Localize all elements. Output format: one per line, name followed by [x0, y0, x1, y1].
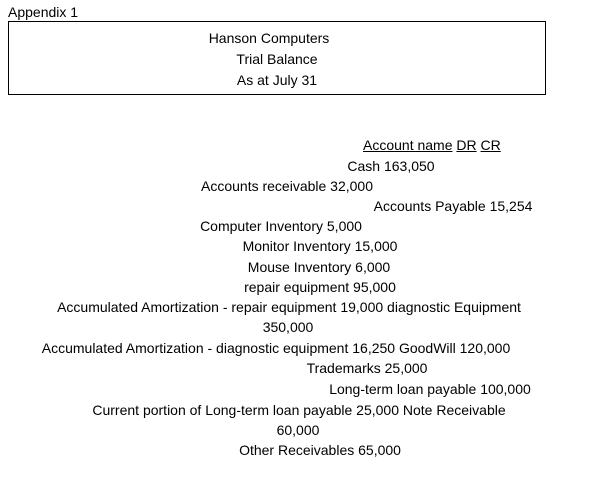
line-current-portion-loan: Current portion of Long-term loan payable 25,000 Note Receivable	[92, 402, 506, 418]
company-name: Hanson Computers	[208, 30, 330, 46]
report-title: Trial Balance	[236, 51, 318, 67]
line-cash: Cash 163,050	[347, 158, 435, 174]
appendix-label: Appendix 1	[8, 4, 79, 20]
line-accounts-payable: Accounts Payable 15,254	[373, 198, 533, 214]
table-header	[363, 135, 501, 155]
header-dr: DR	[456, 137, 477, 153]
header-account-name: Account name	[363, 137, 453, 153]
line-accum-amort-diagnostic: Accumulated Amortization - diagnostic equipment 16,250 GoodWill 120,000	[41, 340, 511, 356]
line-monitor-inventory: Monitor Inventory 15,000	[242, 238, 398, 254]
line-trademarks: Trademarks 25,000	[306, 360, 428, 376]
line-accounts-receivable: Accounts receivable 32,000	[201, 178, 373, 194]
line-note-receivable-value: 60,000	[276, 422, 320, 438]
heading-box	[8, 21, 546, 95]
line-long-term-loan: Long-term loan payable 100,000	[329, 381, 531, 397]
header-cr: CR	[480, 137, 501, 153]
line-repair-equipment: repair equipment 95,000	[244, 279, 396, 295]
line-diagnostic-equipment-value: 350,000	[262, 319, 314, 335]
line-mouse-inventory: Mouse Inventory 6,000	[247, 259, 391, 275]
report-date: As at July 31	[236, 72, 318, 88]
line-computer-inventory: Computer Inventory 5,000	[200, 218, 362, 234]
line-other-receivables: Other Receivables 65,000	[239, 442, 401, 458]
line-accum-amort-repair: Accumulated Amortization - repair equipment 19,000 diagnostic Equipment	[57, 299, 521, 315]
